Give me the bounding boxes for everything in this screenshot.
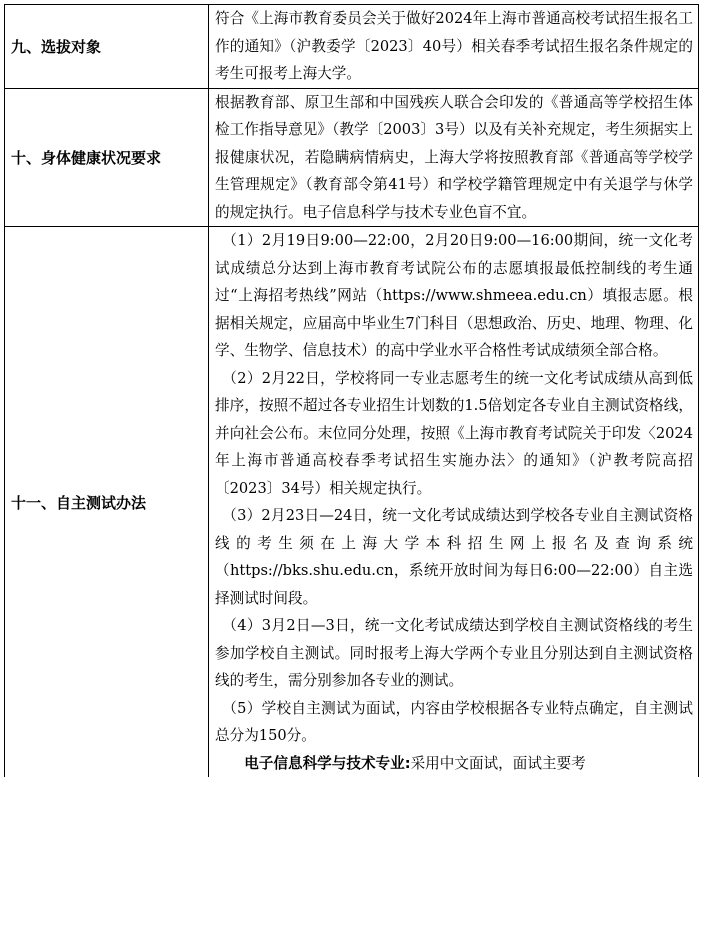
- paragraph: 根据教育部、原卫生部和中国残疾人联合会印发的《普通高等学校招生体检工作指导意见》（教学〔2003〕3号）以及有关补充规定，考生须据实上报健康状况，若隐瞒病情病史，上海大学将按照教育部《普通高等学校学生管理规定》（教育部令第41号）和学校学籍管理规定中有关退学与休学的规定执行。电子信息科学与技术专业色盲不宜。: [215, 93, 693, 221]
- paragraph-step-5: （5）学校自主测试为面试，内容由学校根据各专业特点确定，自主测试总分为150分。: [215, 699, 693, 744]
- table-row: [5, 5, 699, 89]
- row-label-health-requirements: 十、身体健康状况要求: [5, 88, 209, 227]
- major-subheading: [215, 750, 693, 778]
- row-content-self-test-method: [209, 227, 699, 778]
- row-label-selection-target: 九、选拔对象: [5, 5, 209, 89]
- paragraph: 符合《上海市教育委员会关于做好2024年上海市普通高校考试招生报名工作的通知》（沪教委学〔2023〕40号）相关春季考试招生报名条件规定的考生可报考上海大学。: [215, 10, 693, 82]
- row-label-self-test-method: 十一、自主测试办法: [5, 227, 209, 778]
- paragraph-step-4: （4）3月2日—3日，统一文化考试成绩达到学校自主测试资格线的考生参加学校自主测试。同时报考上海大学两个专业且分别达到自主测试资格线的考生，需分别参加各专业的测试。: [215, 617, 693, 689]
- major-description: 采用中文面试，面试主要考: [410, 754, 586, 772]
- paragraph-step-2: （2）2月22日，学校将同一专业志愿考生的统一文化考试成绩从高到低排序，按照不超过各专业招生计划数的1.5倍划定各专业自主测试资格线，并向社会公布。末位同分处理，按照《上海市教育考试院关于印发〈2024年上海市普通高校春季考试招生实施办法〉的通知》（沪教考院高招〔2023〕34号）相关规定执行。: [215, 369, 693, 497]
- table-row: [5, 88, 699, 227]
- major-name: 电子信息科学与技术专业:: [244, 754, 411, 772]
- table-row: [5, 227, 699, 778]
- paragraph-step-1: （1）2月19日9:00—22:00，2月20日9:00—16:00期间，统一文化考试成绩总分达到上海市教育考试院公布的志愿填报最低控制线的考生通过“上海招考热线”网站（https://www.shmeea.edu.cn）填报志愿。根据相关规定，应届高中毕业生7门科目（思想政治、历史、地理、物理、化学、生物学、信息技术）的高中学业水平合格性考试成绩须全部合格。: [215, 232, 693, 359]
- admission-info-table: [4, 4, 699, 777]
- paragraph-step-3: （3）2月23日—24日，统一文化考试成绩达到学校各专业自主测试资格线的考生须在上海大学本科招生网上报名及查询系统（https://bks.shu.edu.cn，系统开放时间为每日6:00—22:00）自主选择测试时间段。: [215, 507, 693, 607]
- row-content-selection-target: [209, 5, 699, 89]
- row-content-health-requirements: [209, 88, 699, 227]
